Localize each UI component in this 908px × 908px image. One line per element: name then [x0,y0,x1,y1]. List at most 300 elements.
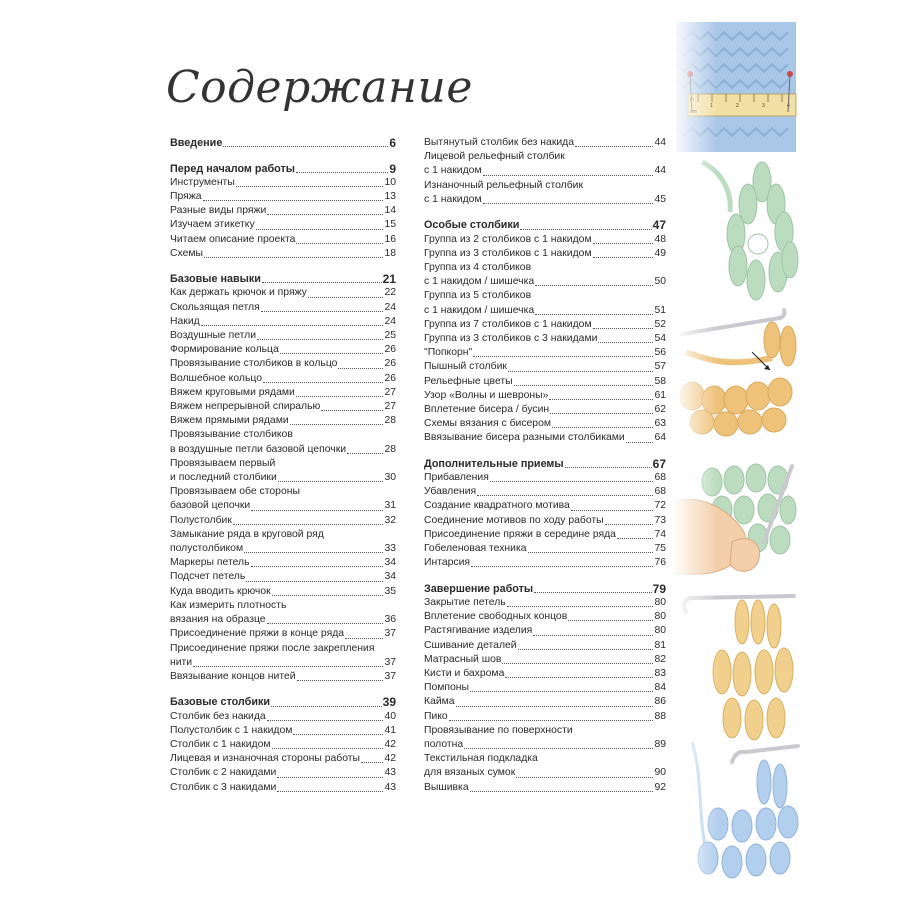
toc-entry[interactable] [170,528,396,556]
toc-entry[interactable] [424,332,666,346]
toc-entry[interactable] [170,329,396,343]
toc-entry[interactable] [424,542,666,556]
toc-leader [456,706,654,707]
toc-entry-page: 90 [654,767,666,779]
toc-entry-page: 22 [384,287,396,299]
toc-entry[interactable] [424,639,666,653]
toc-entry-page: 26 [384,344,396,356]
page-title: Содержание [166,62,473,113]
toc-entry-page: 10 [384,176,396,188]
toc-entry[interactable] [170,218,396,232]
toc-entry-row [170,766,396,780]
toc-heading-title: Базовые навыки [170,273,261,286]
toc-entry[interactable] [170,781,396,795]
toc-entry[interactable] [424,403,666,417]
toc-entry-page: 83 [654,668,666,679]
toc-heading[interactable] [170,136,396,150]
toc-entry-page: 49 [654,247,666,259]
toc-entry-title: для вязаных сумок [424,767,516,779]
toc-entry-title: Присоединение пряжи в середине ряда [424,528,616,540]
toc-leader [470,691,653,692]
toc-entry-row [170,414,396,428]
toc-entry-title: Накид [170,315,200,327]
toc-entry[interactable] [424,752,666,780]
toc-entry-title: Ввязывание бисера разными столбиками [424,432,625,444]
toc-entry-page: 88 [654,710,666,722]
toc-entry-title: Маркеры петель [170,557,250,569]
toc-leader [471,566,653,567]
toc-heading-title: Особые столбики [424,219,520,232]
toc-entry-row [424,318,666,332]
toc-heading-title: Перед началом работы [170,162,296,175]
toc-entry-row [170,556,396,570]
crochet-illustrations [672,22,802,890]
toc-entry[interactable] [424,389,666,403]
toc-entry-page: 63 [654,418,666,430]
toc-entry[interactable] [170,190,396,204]
toc-entry[interactable] [424,781,666,795]
toc-entry[interactable] [170,570,396,584]
toc-entry-page: 16 [384,233,396,245]
toc-entry-title: Помпоны [424,682,470,694]
toc-entry-page: 80 [654,625,666,637]
toc-leader [598,342,653,343]
toc-entry-row [170,670,396,684]
toc-section [424,136,666,207]
toc-entry-title: полустолбиком [170,543,244,555]
toc-heading[interactable] [170,272,396,286]
toc-entry[interactable] [170,766,396,780]
toc-heading-page: 39 [382,695,396,710]
toc-entry-title: Вплетение свободных концов [424,611,568,623]
toc-leader [533,635,653,636]
toc-entry-page: 57 [654,361,666,373]
toc-entry-page: 18 [384,247,396,259]
toc-entry[interactable] [170,400,396,414]
toc-entry[interactable] [424,261,666,289]
toc-leader [502,663,653,664]
toc-entry-title-line: Провязывание столбиков [170,429,293,441]
toc-entry[interactable] [170,386,396,400]
toc-entry-page: 34 [384,571,396,583]
toc-entry[interactable] [424,667,666,681]
toc-entry-row [424,624,666,638]
toc-entry-page: 75 [654,543,666,555]
toc-leader [534,592,652,593]
toc-entry-page: 44 [654,137,666,148]
toc-entry[interactable] [424,610,666,624]
toc-entry-title: Создание квадратного мотива [424,500,570,512]
toc-entry[interactable] [170,176,396,190]
toc-entry-title: Убавления [424,486,477,498]
toc-entry-title: Кисти и бахрома [424,668,505,679]
toc-entry-row [170,301,396,315]
toc-entry[interactable] [170,233,396,247]
toc-entry-title: с 1 накидом [424,165,482,177]
toc-entry[interactable] [424,556,666,570]
toc-entry-title: Инструменты [170,176,235,188]
toc-heading[interactable] [170,162,396,176]
toc-entry-title: вязания на образце [170,614,266,626]
toc-entry-row [170,329,396,343]
toc-entry-page: 84 [654,682,666,694]
toc-entry-page: 41 [384,724,396,736]
toc-entry[interactable] [424,136,666,150]
toc-entry-row [424,596,666,610]
toc-leader [550,413,653,414]
toc-leader [617,538,653,539]
toc-entry[interactable] [424,653,666,667]
toc-entry-title-line: Группа из 4 столбиков [424,261,532,273]
toc-entry-page: 37 [384,670,396,682]
toc-heading[interactable] [424,582,666,596]
toc-leader [473,356,653,357]
toc-entry-title: Присоединение пряжи в конце ряда [170,628,345,640]
toc-leader [575,146,653,147]
toc-leader [236,186,384,187]
toc-entry[interactable] [170,428,396,456]
toc-entry-row [424,738,666,752]
toc-entry-row [170,613,396,627]
toc-entry-page: 68 [654,486,666,498]
toc-heading[interactable] [424,218,666,232]
toc-entry[interactable] [170,642,396,670]
toc-entry[interactable] [170,738,396,752]
toc-heading[interactable] [424,457,666,471]
toc-leader [593,328,654,329]
toc-leader [490,481,654,482]
toc-leader [246,581,383,582]
toc-entry[interactable] [424,471,666,485]
toc-entry-page: 50 [654,276,666,288]
toc-entry-row [424,681,666,695]
toc-entry-page: 44 [654,165,666,177]
toc-entry-row [170,400,396,414]
toc-entry-title: Схемы вязания с бисером [424,418,552,430]
toc-leader [345,638,383,639]
toc-entry[interactable] [424,624,666,638]
toc-entry-title: Закрытие петель [424,596,506,608]
toc-leader [263,382,383,383]
toc-entry[interactable] [424,289,666,317]
toc-entry-row [424,556,666,570]
toc-entry[interactable] [170,599,396,627]
toc-leader [193,666,383,667]
toc-entry-row [424,653,666,667]
toc-leader [201,325,384,326]
toc-entry-row [424,233,666,247]
toc-entry-page: 42 [384,753,396,765]
toc-entry-page: 86 [654,696,666,708]
toc-entry[interactable] [170,343,396,357]
toc-entry-row [424,542,666,556]
toc-entry[interactable] [424,318,666,332]
toc-entry[interactable] [424,360,666,374]
toc-entry-title: Пышный столбик [424,361,507,373]
toc-heading-page: 21 [382,272,396,287]
toc-entry-page: 28 [384,415,396,427]
toc-entry-row [424,389,666,403]
toc-leader [280,353,384,354]
toc-entry[interactable] [170,724,396,738]
toc-entry-row [424,499,666,513]
toc-leader [296,243,383,244]
toc-section [170,162,396,261]
toc-entry-row [424,164,666,178]
toc-entry-page: 80 [654,611,666,623]
toc-entry-title: с 1 накидом / шишечка [424,276,535,288]
toc-entry[interactable] [424,150,666,178]
toc-entry[interactable] [424,514,666,528]
toc-entry-page: 26 [384,372,396,384]
toc-leader [464,748,653,749]
toc-entry-title: нити [170,656,193,668]
toc-leader [507,606,654,607]
toc-entry-title: Столбик с 2 накидами [170,767,277,779]
toc-entry[interactable] [170,457,396,485]
toc-entry[interactable] [170,247,396,261]
toc-leader [361,762,383,763]
toc-entry-title: в воздушные петли базовой цепочки [170,443,347,455]
toc-entry-page: 30 [384,472,396,484]
toc-section [424,218,666,445]
toc-leader [549,399,653,400]
toc-heading-page: 9 [389,161,396,176]
toc-entry[interactable] [424,681,666,695]
toc-entry-row [170,514,396,528]
toc-entry-row [424,514,666,528]
toc-entry-title-line: Замыкание ряда в круговой ряд [170,528,324,540]
toc-entry-title: Сшивание деталей [424,639,517,651]
toc-leader [565,467,652,468]
toc-entry-page: 74 [654,528,666,540]
toc-entry[interactable] [424,431,666,445]
toc-entry-title: Формирование кольца [170,344,279,356]
toc-entry-title: Прибавления [424,472,489,484]
toc-leader [251,510,383,511]
toc-heading-title: Завершение работы [424,582,534,595]
toc-entry-title: Интарсия [424,557,471,569]
toc-leader [508,371,654,372]
toc-entry-page: 61 [654,389,666,401]
toc-entry-title: полотна [424,739,464,751]
toc-entry-row [424,375,666,389]
toc-entry-row [170,176,396,190]
toc-entry[interactable] [170,204,396,218]
toc-heading-page: 79 [652,581,666,596]
toc-entry-page: 26 [384,358,396,370]
toc-entry-title: и последний столбики [170,472,277,484]
toc-entry-title-line: Группа из 5 столбиков [424,290,532,302]
toc-entry-row [170,710,396,724]
toc-entry-title: с 1 накидом / шишечка [424,304,535,316]
toc-leader [449,720,654,721]
toc-entry-row [170,542,396,556]
toc-entry-row [170,386,396,400]
toc-section [170,695,396,794]
toc-entry-row [424,136,666,150]
toc-entry-row [424,710,666,724]
toc-entry-title-line: Провязываем первый [170,457,276,469]
toc-heading-title: Дополнительные приемы [424,457,564,470]
toc-leader [251,566,384,567]
toc-section [424,457,666,571]
toc-entry[interactable] [424,499,666,513]
toc-entry[interactable] [170,514,396,528]
toc-entry-title: Изучаем этикетку [170,219,255,231]
toc-entry-title: с 1 накидом [424,193,482,205]
toc-leader [535,314,653,315]
toc-entry-title: Вышивка [424,781,469,793]
toc-entry-row [170,357,396,371]
toc-heading-title: Базовые столбики [170,696,270,709]
toc-entry[interactable] [170,315,396,329]
toc-entry-title: Группа из 3 столбиков с 1 накидом [424,247,592,259]
toc-entry-row [170,315,396,329]
toc-entry-row [424,485,666,499]
toc-leader [267,720,384,721]
toc-entry-title: Вяжем непрерывной спиралью [170,401,321,413]
toc-entry[interactable] [424,346,666,360]
toc-leader [505,677,653,678]
toc-entry[interactable] [170,414,396,428]
toc-entry-title-line: Провязывание по поверхности [424,724,573,736]
toc-entry-title-line: Текстильная подкладка [424,753,538,765]
toc-entry-row [170,752,396,766]
toc-entry[interactable] [424,417,666,431]
toc-leader [267,214,383,215]
toc-entry[interactable] [424,528,666,542]
toc-entry-page: 51 [654,304,666,316]
toc-entry-page: 25 [384,330,396,342]
toc-entry[interactable] [424,233,666,247]
toc-entry-page: 48 [654,233,666,245]
toc-entry[interactable] [170,357,396,371]
toc-entry-row [424,304,666,318]
toc-entry-page: 15 [384,219,396,231]
toc-section [170,136,396,150]
toc-entry-page: 43 [384,781,396,793]
toc-entry[interactable] [424,247,666,261]
toc-entry-row [170,204,396,218]
toc-left-column [170,136,396,806]
toc-entry-title: базовой цепочки [170,500,251,512]
toc-leader [233,524,384,525]
toc-entry-page: 36 [384,614,396,626]
toc-entry-title: "Попкорн" [424,347,473,359]
toc-entry-row [424,403,666,417]
toc-entry[interactable] [170,710,396,724]
toc-entry-row [424,766,666,780]
toc-entry-title: Соединение мотивов по ходу работы [424,514,604,526]
toc-entry-row [170,570,396,584]
toc-leader [626,442,654,443]
toc-leader [203,200,384,201]
toc-entry-page: 45 [654,193,666,205]
toc-entry[interactable] [170,556,396,570]
toc-leader [568,620,653,621]
toc-entry[interactable] [170,286,396,300]
toc-leader [514,385,654,386]
toc-leader [290,424,384,425]
toc-entry-page: 34 [384,557,396,569]
toc-entry-title: Группа из 2 столбиков с 1 накидом [424,233,592,245]
toc-leader [483,175,654,176]
toc-leader [272,748,384,749]
toc-entry-row [424,247,666,261]
toc-entry-title: Полустолбик [170,514,232,526]
toc-heading-page: 67 [652,456,666,471]
toc-entry[interactable] [170,670,396,684]
toc-entry-title: Полустолбик с 1 накидом [170,724,293,736]
toc-entry-row [424,360,666,374]
toc-entry[interactable] [424,695,666,709]
toc-leader [520,229,651,230]
toc-leader [204,257,383,258]
toc-entry-title: Провязывание столбиков в кольцо [170,358,338,370]
toc-entry[interactable] [424,710,666,724]
toc-entry-page: 82 [654,653,666,665]
toc-entry-page: 92 [654,781,666,793]
toc-entry-page: 27 [384,386,396,398]
toc-leader [516,777,653,778]
toc-entry-page: 27 [384,401,396,413]
toc-entry-title: Рельефные цветы [424,375,513,387]
toc-entry-row [170,499,396,513]
toc-leader [470,791,654,792]
toc-entry[interactable] [170,752,396,766]
toc-entry-title: Лицевая и изнаночная стороны работы [170,753,360,765]
toc-heading[interactable] [170,695,396,709]
toc-entry[interactable] [170,585,396,599]
toc-leader [528,552,654,553]
toc-entry[interactable] [170,372,396,386]
toc-entry-page: 24 [384,315,396,327]
toc-entry-row [170,286,396,300]
toc-entry-row [170,471,396,485]
toc-entry-title: Вяжем прямыми рядами [170,415,289,427]
toc-entry-page: 89 [654,739,666,751]
toc-leader [571,510,654,511]
toc-entry-title: Группа из 7 столбиков с 1 накидом [424,318,592,330]
toc-entry[interactable] [424,485,666,499]
toc-entry-page: 52 [654,318,666,330]
toc-entry-title: Группа из 3 столбиков с 3 накидами [424,332,598,344]
toc-entry[interactable] [170,485,396,513]
toc-entry-row [424,346,666,360]
toc-entry-title: Кайма [424,696,455,708]
toc-leader [256,229,384,230]
toc-entry-page: 32 [384,514,396,526]
toc-entry-title: Матрасный шов [424,653,502,665]
toc-entry[interactable] [424,596,666,610]
toc-entry[interactable] [424,724,666,752]
toc-leader [483,203,654,204]
toc-entry-row [424,639,666,653]
toc-leader [308,297,384,298]
toc-entry-title: Гобеленовая техника [424,543,527,555]
toc-entry-title: Вяжем круговыми рядами [170,386,295,398]
toc-leader [477,495,653,496]
toc-entry-page: 81 [654,639,666,651]
toc-leader [605,524,654,525]
toc-entry-row [170,218,396,232]
toc-entry[interactable] [170,301,396,315]
toc-entry[interactable] [424,375,666,389]
toc-entry[interactable] [170,627,396,641]
toc-entry[interactable] [424,179,666,207]
toc-entry-page: 58 [654,375,666,387]
